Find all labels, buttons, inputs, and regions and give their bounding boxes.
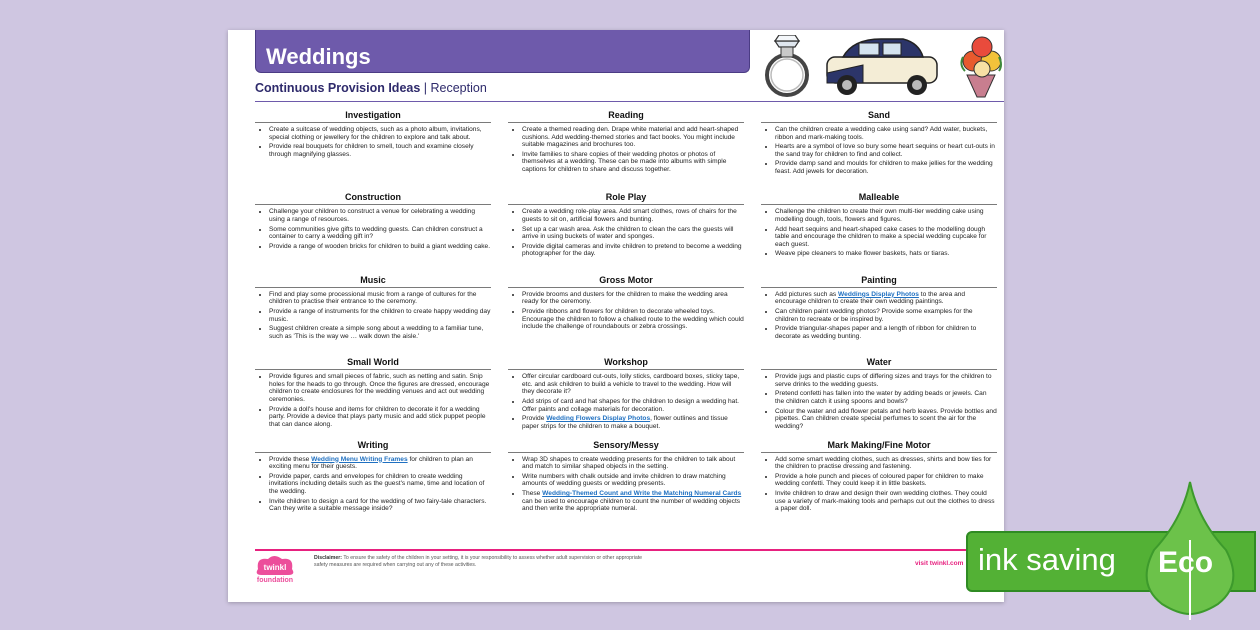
- eco-label: Eco: [1158, 546, 1214, 579]
- list-item: • Add some smart wedding clothes, such as dresses, shirts and bow ties for the children to practise dressing and fastening.: [775, 456, 997, 471]
- section-writing: [255, 440, 491, 522]
- section-title: Construction: [255, 192, 491, 205]
- footer-divider: [255, 549, 1004, 551]
- svg-text:twinkl: twinkl: [263, 563, 287, 572]
- column-right: [761, 110, 997, 522]
- bullet-list: [761, 373, 997, 430]
- section-title: Music: [255, 275, 491, 288]
- bullet-list: [255, 456, 491, 513]
- bullet-list: [761, 456, 997, 513]
- list-item: • These Wedding-Themed Count and Write the Matching Numeral Cards can be used to encourage children to count the number of wedding objects and then write the appropriate numeral.: [522, 490, 744, 513]
- list-item: • Create a suitcase of wedding objects, such as a photo album, invitations, special clothing or jewellery for the children to explore and talk about.: [269, 126, 491, 141]
- bullet-list: [508, 456, 744, 513]
- list-item: • Provide triangular-shapes paper and a length of ribbon for children to decorate as wedding bunting.: [775, 325, 997, 340]
- section-title: Investigation: [255, 110, 491, 123]
- list-item: • Create a wedding role-play area. Add smart clothes, rows of chairs for the guests to sit on, artificial flowers and bunting.: [522, 208, 744, 223]
- section-malleable: [761, 192, 997, 274]
- bullet-list: [255, 208, 491, 250]
- column-left: [255, 110, 491, 522]
- bouquet-icon: [961, 37, 1001, 97]
- bullet-list: [508, 373, 744, 430]
- list-item: • Offer circular cardboard cut-outs, lolly sticks, cardboard boxes, sticky tape, etc. and ask children to build a vehicle to travel to the wedding. How will they decorate it?: [522, 373, 744, 396]
- column-middle: [508, 110, 744, 522]
- bullet-list: [761, 126, 997, 176]
- list-item: • Provide digital cameras and invite children to pretend to become a wedding photographer for the day.: [522, 243, 744, 258]
- section-painting: [761, 275, 997, 357]
- list-item: • Colour the water and add flower petals and herb leaves. Provide bottles and pipettes. Can children create special perfumes to scent the air for the wedding?: [775, 408, 997, 431]
- section-title: Painting: [761, 275, 997, 288]
- section-sensory-messy: [508, 440, 744, 522]
- section-construction: [255, 192, 491, 274]
- section-title: Small World: [255, 357, 491, 370]
- section-title: Reading: [508, 110, 744, 123]
- list-item: • Provide figures and small pieces of fabric, such as netting and satin. Snip holes for the heads to go through. Once the figures are dressed, encourage children to create enclosures for the wedding venues and act out wedding ceremonies.: [269, 373, 491, 403]
- resource-sheet: [228, 30, 1004, 602]
- list-item: • Invite children to design a card for the wedding of two fairy-tale characters. Can they write a suitable message inside?: [269, 498, 491, 513]
- page-title: Weddings: [266, 44, 371, 69]
- list-item: • Pretend confetti has fallen into the water by adding beads or jewels. Can the children catch it using spoons and bowls?: [775, 390, 997, 405]
- section-title: Malleable: [761, 192, 997, 205]
- section-role-play: [508, 192, 744, 274]
- list-item: • Suggest children create a simple song about a wedding to a familiar tune, such as 'This is the way we … walk down the aisle.': [269, 325, 491, 340]
- list-item: • Invite children to draw and design their own wedding clothes. They could use a variety of mark-making tools and perhaps cut out the clothes to dress a paper doll.: [775, 490, 997, 513]
- section-title: Role Play: [508, 192, 744, 205]
- list-item: • Provide a range of wooden bricks for children to build a giant wedding cake.: [269, 243, 491, 251]
- bullet-list: [508, 208, 744, 258]
- svg-text:foundation: foundation: [256, 577, 294, 583]
- section-title: Workshop: [508, 357, 744, 370]
- list-item: • Hearts are a symbol of love so bury some heart sequins or heart cut-outs in the sand tray for children to find and collect.: [775, 143, 997, 158]
- list-item: • Provide a doll's house and items for children to decorate it for a wedding party. Provide a device that plays party music and add stick puppet people that can dance along.: [269, 406, 491, 429]
- list-item: • Provide ribbons and flowers for children to decorate wheeled toys. Encourage the children to follow a chalked route to the wedding which could include the challenge of roundabouts or zebra crossings.: [522, 308, 744, 331]
- list-item: • Set up a car wash area. Ask the children to clean the cars the guests will arrive in using buckets of water and sponges.: [522, 226, 744, 241]
- bullet-list: [508, 126, 744, 174]
- section-music: [255, 275, 491, 357]
- section-title: Sensory/Messy: [508, 440, 744, 453]
- count-and-write-link[interactable]: Wedding-Themed Count and Write the Matching Numeral Cards: [542, 489, 742, 497]
- wedding-ring-icon: [767, 35, 807, 95]
- list-item: • Weave pipe cleaners to make flower baskets, hats or tiaras.: [775, 250, 997, 258]
- list-item: • Provide brooms and dusters for the children to make the wedding area ready for the ceremony.: [522, 291, 744, 306]
- section-workshop: [508, 357, 744, 439]
- bullet-list: [255, 291, 491, 341]
- page-subtitle: Continuous Provision Ideas | Reception: [255, 81, 487, 95]
- list-item: • Find and play some processional music from a range of cultures for the children to practise their entrance to the ceremony.: [269, 291, 491, 306]
- list-item: • Can children paint wedding photos? Provide some examples for the children to recreate or be inspired by.: [775, 308, 997, 323]
- bullet-list: [508, 291, 744, 331]
- section-title: Writing: [255, 440, 491, 453]
- list-item: • Add heart sequins and heart-shaped cake cases to the modelling dough table and encourage the children to make a special wedding cupcake for each guest.: [775, 226, 997, 249]
- section-investigation: [255, 110, 491, 192]
- section-small-world: [255, 357, 491, 439]
- section-title: Mark Making/Fine Motor: [761, 440, 997, 453]
- list-item: • Provide damp sand and moulds for children to make jellies for the wedding feast. Add jewels for decoration.: [775, 160, 997, 175]
- list-item: • Provide a hole punch and pieces of coloured paper for children to make wedding confetti. They could keep it in little baskets.: [775, 473, 997, 488]
- wedding-car-icon: [827, 39, 937, 95]
- disclaimer: Disclaimer: To ensure the safety of the children in your setting, it is your responsibility to assess whether adult supervision or other appropriate safety measures are required when carrying out any of these activities.: [314, 555, 643, 568]
- section-title: Water: [761, 357, 997, 370]
- badge-text: ink saving: [978, 542, 1116, 577]
- list-item: • Add pictures such as Weddings Display Photos to the area and encourage children to create their own wedding paintings.: [775, 291, 997, 306]
- section-gross-motor: [508, 275, 744, 357]
- list-item: • Add strips of card and hat shapes for the children to design a wedding hat. Offer paints and collage materials for decoration.: [522, 398, 744, 413]
- bullet-list: [255, 373, 491, 428]
- header-divider: [255, 101, 1004, 102]
- list-item: • Create a themed reading den. Drape white material and add heart-shaped cushions. Add wedding-themed stories and fact books. You might include suitable magazines and brochures too.: [522, 126, 744, 149]
- list-item: • Invite families to share copies of their wedding photos or photos of themselves at a wedding. These can be made into albums with simple captions for children to share and discuss together.: [522, 151, 744, 174]
- list-item: • Provide real bouquets for children to smell, touch and examine closely through magnifying glasses.: [269, 143, 491, 158]
- twinkl-foundation-logo: [252, 555, 298, 583]
- header-illustrations: [763, 35, 1003, 98]
- bullet-list: [761, 208, 997, 258]
- list-item: • Provide paper, cards and envelopes for children to create wedding invitations including details such as the guest's name, time and location of the wedding.: [269, 473, 491, 496]
- list-item: • Write numbers with chalk outside and invite children to draw matching amounts of wedding guests or wedding presents.: [522, 473, 744, 488]
- list-item: • Provide jugs and plastic cups of differing sizes and trays for the children to serve drinks to the wedding guests.: [775, 373, 997, 388]
- list-item: • Wrap 3D shapes to create wedding presents for the children to talk about and match to similar shaped objects in the setting.: [522, 456, 744, 471]
- bullet-list: [761, 291, 997, 341]
- list-item: • Provide these Wedding Menu Writing Frames for children to plan an exciting menu for their guests.: [269, 456, 491, 471]
- section-sand: [761, 110, 997, 192]
- section-title: Gross Motor: [508, 275, 744, 288]
- section-reading: [508, 110, 744, 192]
- list-item: • Can the children create a wedding cake using sand? Add water, buckets, ribbon and mark-making tools.: [775, 126, 997, 141]
- visit-link[interactable]: visit twinkl.com: [915, 560, 964, 567]
- wedding-menu-link[interactable]: Wedding Menu Writing Frames: [311, 455, 408, 463]
- section-mark-making: [761, 440, 997, 522]
- bullet-list: [255, 126, 491, 158]
- wedding-flowers-link[interactable]: Wedding Flowers Display Photos: [546, 415, 651, 423]
- list-item: • Some communities give gifts to wedding guests. Can children construct a container to carry a wedding gift in?: [269, 226, 491, 241]
- list-item: • Provide a range of instruments for the children to create happy wedding day music.: [269, 308, 491, 323]
- weddings-display-photos-link[interactable]: Weddings Display Photos: [838, 290, 919, 298]
- list-item: • Challenge the children to create their own multi-tier wedding cake using modelling dough, tools, flowers and figures.: [775, 208, 997, 223]
- section-water: [761, 357, 997, 439]
- section-title: Sand: [761, 110, 997, 123]
- list-item: • Challenge your children to construct a venue for celebrating a wedding using a range of resources.: [269, 208, 491, 223]
- list-item: • Provide Wedding Flowers Display Photos, flower outlines and tissue paper strips for the children to make a bouquet.: [522, 415, 744, 430]
